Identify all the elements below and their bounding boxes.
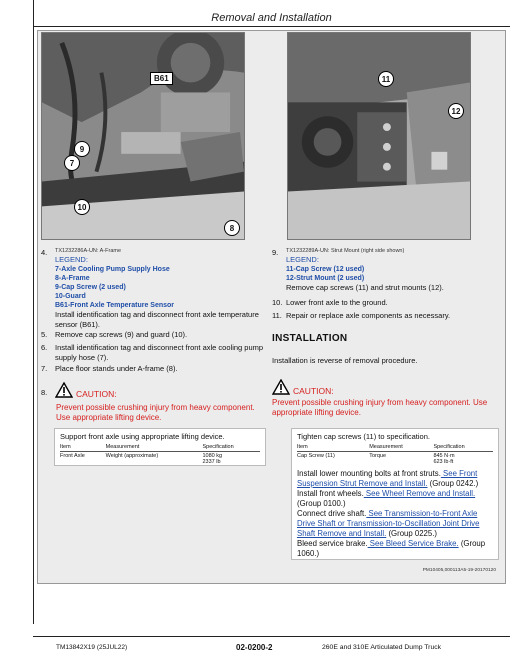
caution-label: CAUTION:: [76, 389, 117, 399]
installation-caution: [272, 379, 334, 396]
callout-10: 10: [74, 199, 90, 215]
warning-icon: [55, 382, 73, 398]
callout-12: 12: [448, 103, 464, 119]
installation-heading: INSTALLATION: [272, 333, 348, 344]
footer-product-name: 260E and 310E Articulated Dump Truck: [322, 644, 442, 651]
step-number: 5.: [41, 330, 48, 339]
cell-item: Cap Screw (11): [297, 453, 335, 459]
figure-caption: TX1232289A-UN: Strut Mount (right side shown): [286, 248, 405, 254]
footer-manual-id: TM13842X19 (25JUL22): [56, 644, 128, 651]
col-header-specification: Specification: [433, 443, 493, 452]
callout-11: 11: [378, 71, 394, 87]
step-number: 4.: [41, 248, 48, 257]
link-drive-shaft[interactable]: See Transmission-to-Front Axle Drive Shaft or Transmission-to-Oscillation Joint Drive Shaft Remove and Install.: [297, 508, 480, 538]
spec-metric: 1080 kg: [202, 453, 223, 459]
step-7: [41, 364, 269, 374]
callout-b61: B61: [150, 72, 173, 85]
legend-title: LEGEND:: [286, 255, 319, 265]
cell-measurement: Torque: [369, 453, 387, 459]
install-paragraph-1: [297, 469, 493, 489]
install-paragraph-2: [297, 489, 493, 509]
callout-9: 9: [74, 141, 90, 157]
legend-item: 10-Guard: [55, 293, 86, 301]
legend-item: B61-Front Axle Temperature Sensor: [55, 302, 175, 310]
step-text: Lower front axle to the ground.: [286, 298, 388, 307]
text: Bleed service brake.: [297, 538, 368, 548]
spec-imperial: 2337 lb: [202, 459, 221, 465]
col-header-item: Item: [60, 443, 106, 452]
torque-spec-table: [297, 443, 493, 466]
step-8: [41, 382, 117, 399]
step-text: Place floor stands under A-frame (8).: [55, 364, 178, 373]
spec-metric: 845 N·m: [433, 453, 455, 459]
strut-mount-photo: [287, 32, 471, 240]
legend-item: 8-A-Frame: [55, 274, 90, 282]
legend-item: 7-Axle Cooling Pump Supply Hose: [55, 265, 170, 273]
text: Install lower mounting bolts at front struts.: [297, 469, 441, 478]
weight-spec-table: [60, 443, 260, 466]
callout-8: 8: [224, 220, 240, 236]
installation-intro: Installation is reverse of removal procedure.: [272, 356, 418, 365]
cell-specification: [433, 452, 493, 467]
table-row: [297, 452, 493, 467]
legend-title: LEGEND:: [55, 255, 88, 265]
installation-spec-box: [291, 428, 499, 560]
step-text: Remove cap screws (9) and guard (10).: [55, 330, 188, 339]
link-bleed-service-brake[interactable]: See Bleed Service Brake.: [367, 538, 459, 548]
step-number: 7.: [41, 364, 48, 373]
link-front-suspension-strut[interactable]: See Front Suspension Strut Remove and Install.: [297, 469, 478, 488]
col-header-item: Item: [297, 443, 369, 452]
step-text: Install identification tag and disconnect front axle cooling pump supply hose (7).: [55, 343, 264, 362]
caution-text: Prevent possible crushing injury from heavy component. Use appropriate lifting device.: [272, 398, 488, 417]
cell-measurement: Weight (approximate): [105, 453, 159, 459]
step-number: 11.: [272, 311, 282, 320]
a-frame-illustration: [42, 33, 244, 239]
lifting-spec-box: [54, 428, 266, 466]
cell-item: Front Axle: [60, 453, 85, 459]
text: Connect drive shaft.: [297, 508, 367, 518]
cell-specification: [202, 452, 260, 467]
step-4: [41, 248, 269, 330]
warning-icon: [272, 379, 290, 395]
page-title: Removal and Installation: [211, 12, 332, 24]
link-wheel-remove-install[interactable]: See Wheel Remove and Install.: [363, 488, 476, 498]
text: (Group 0100.): [297, 498, 346, 508]
header-rule: [33, 26, 510, 27]
text: (Group 1060.): [297, 538, 486, 558]
caution-label: CAUTION:: [293, 386, 334, 396]
spec-intro: Support front axle using appropriate lifting device.: [60, 432, 225, 441]
legend-item: 11-Cap Screw (12 used): [286, 265, 365, 273]
document-id: PM10405,000113A5-19-20170120: [422, 568, 496, 573]
legend-item: 12-Strut Mount (2 used): [286, 274, 365, 282]
text: Install front wheels.: [297, 488, 364, 498]
step-number: 6.: [41, 343, 48, 352]
install-paragraph-4: [297, 539, 493, 559]
caution-text: Prevent possible crushing injury from heavy component. Use appropriate lifting device.: [56, 403, 255, 422]
step-text: Remove cap screws (11) and strut mounts (12).: [286, 283, 444, 293]
step-number: 9.: [272, 248, 279, 257]
col-header-specification: Specification: [202, 443, 260, 452]
a-frame-photo: [41, 32, 245, 240]
page-header: [33, 8, 510, 28]
spec-imperial: 623 lb·ft: [433, 459, 454, 465]
step-number: 8.: [41, 388, 48, 397]
figure-caption: TX1232286A-UN: A-Frame: [55, 248, 122, 254]
step-9: [272, 248, 502, 293]
step-11: [272, 311, 502, 321]
text: (Group 0225.): [386, 528, 437, 538]
install-paragraph-3: [297, 509, 493, 539]
spec-intro: Tighten cap screws (11) to specification.: [297, 432, 430, 441]
legend-item: 9-Cap Screw (2 used): [55, 284, 126, 292]
col-header-measurement: Measurement: [369, 443, 433, 452]
col-header-measurement: Measurement: [106, 443, 203, 452]
step-text: Install identification tag and disconnect front axle temperature sensor (B61).: [55, 310, 259, 330]
table-row: [60, 452, 260, 467]
step-10: [272, 298, 502, 308]
strut-mount-illustration: [288, 33, 470, 239]
step-6: [41, 343, 269, 363]
footer-page-number: 02-0200-2: [236, 643, 273, 652]
step-5: [41, 330, 269, 340]
step-text: Repair or replace axle components as necessary.: [286, 311, 451, 320]
text: (Group 0242.): [427, 478, 479, 488]
callout-7: 7: [64, 155, 80, 171]
step-number: 10.: [272, 298, 283, 307]
footer-rule: [33, 636, 510, 637]
